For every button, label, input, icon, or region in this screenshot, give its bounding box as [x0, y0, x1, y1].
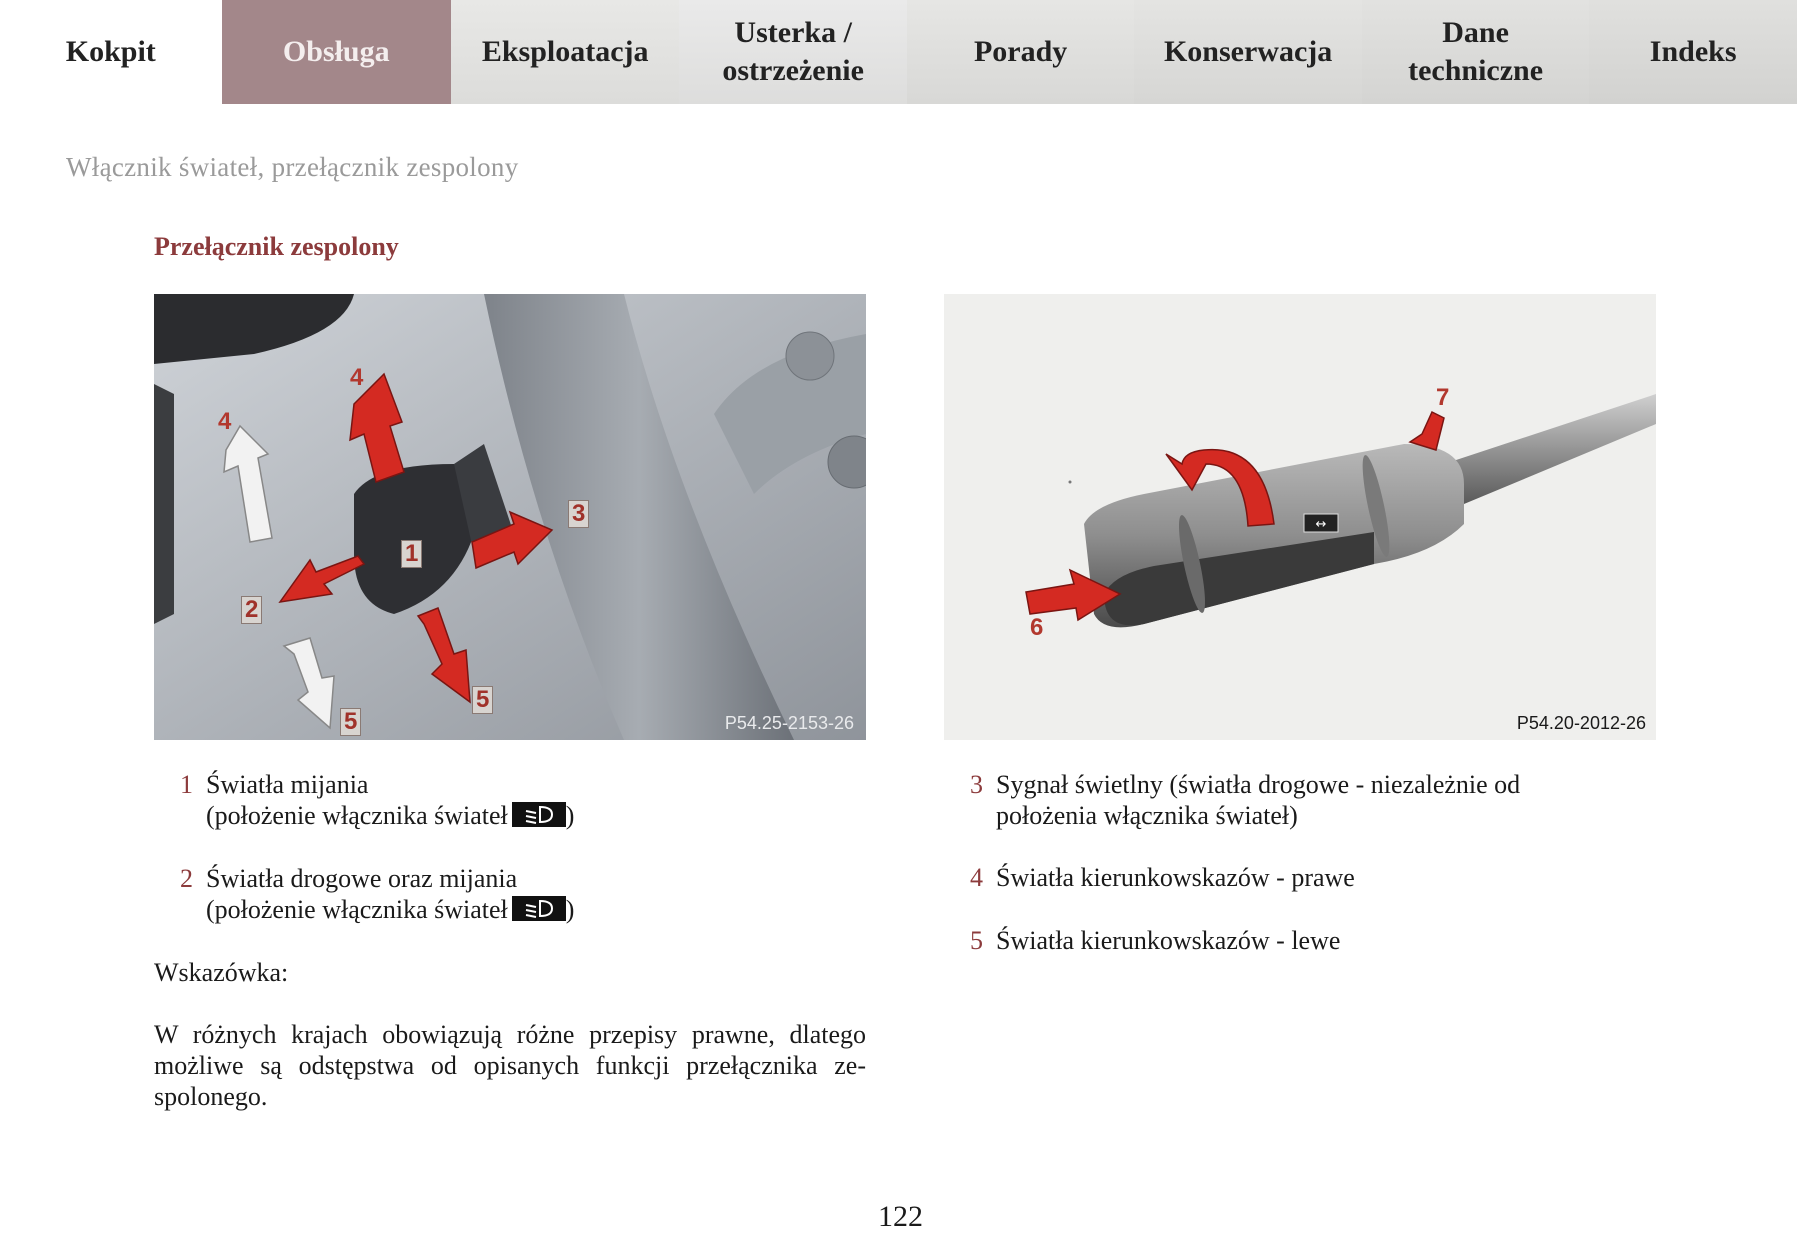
- callout-4-upper: 4: [350, 364, 364, 391]
- item-text: Światła kierunkowskazów - lewe: [996, 926, 1341, 955]
- callout-1: 1: [401, 540, 422, 568]
- list-item: [970, 925, 1660, 956]
- callout-5-left: 5: [340, 708, 361, 736]
- tab-usterka[interactable]: [679, 0, 906, 104]
- item-line2: (położenie włącznika świateł: [206, 801, 508, 830]
- list-item: [970, 862, 1660, 893]
- low-beam-icon: [512, 802, 566, 827]
- callout-4-left: 4: [218, 408, 232, 435]
- item-text: Światła kierunkowskazów - prawe: [996, 863, 1355, 892]
- item-line1: Światła mijania: [206, 770, 369, 799]
- tab-label: Dane techniczne: [1408, 16, 1544, 87]
- tab-label: Kokpit: [65, 35, 156, 68]
- tab-porady[interactable]: [907, 0, 1134, 104]
- tab-indeks[interactable]: [1589, 0, 1797, 104]
- item-line1: Światła drogowe oraz mijania: [206, 864, 518, 893]
- callout-5-right: 5: [472, 686, 493, 714]
- tab-label: Obsługa: [282, 35, 390, 68]
- item-line2-end: ): [565, 895, 575, 924]
- item-number: 1: [180, 770, 193, 799]
- chapter-navigation: [0, 0, 1797, 104]
- tab-label: Konserwacja: [1163, 35, 1333, 68]
- tab-kokpit[interactable]: [0, 0, 222, 104]
- page-number: 122: [878, 1200, 923, 1233]
- lever-tip-illustration: [944, 294, 1656, 740]
- callout-3: 3: [568, 500, 589, 528]
- note-label: Wskazówka:: [154, 958, 289, 987]
- tab-label: Eksploatacja: [481, 35, 649, 68]
- figure-code: P54.25-2153-26: [724, 713, 854, 733]
- item-line2: (położenie włącznika świateł: [206, 895, 508, 924]
- callout-7: 7: [1436, 384, 1450, 411]
- item-text: [206, 769, 574, 831]
- list-item: [180, 769, 870, 831]
- list-item: [180, 863, 870, 925]
- callout-2: 2: [241, 596, 262, 624]
- list-item: [970, 769, 1660, 831]
- svg-text:↔: ↔: [1315, 517, 1327, 532]
- note-text: W różnych krajach obowiązują różne przepisy prawne, dlatego możliwe są odstępstwa od opisanych funkcji przełącznika ze-spolonego.: [154, 1020, 866, 1111]
- callout-6: 6: [1030, 614, 1044, 641]
- tab-eksploatacja[interactable]: [451, 0, 679, 104]
- tab-dane-techniczne[interactable]: [1362, 0, 1589, 104]
- tab-obsluga[interactable]: [222, 0, 451, 104]
- lever-illustration: [154, 294, 866, 740]
- page-heading: Przełącznik zespolony: [154, 232, 399, 261]
- item-line2-end: ): [565, 801, 575, 830]
- item-number: 5: [970, 926, 983, 955]
- item-line2: położenia włącznika świateł): [996, 801, 1298, 830]
- figure-combination-switch-lever: [154, 294, 866, 740]
- figure-lever-tip: [944, 294, 1656, 740]
- item-text: [206, 863, 574, 925]
- item-number: 2: [180, 864, 193, 893]
- item-text: [996, 769, 1520, 831]
- tab-label: Indeks: [1649, 35, 1737, 68]
- low-beam-icon: [512, 896, 566, 921]
- item-number: 4: [970, 863, 983, 892]
- tab-label: Usterka / ostrzeżenie: [722, 16, 864, 87]
- section-title: Włącznik świateł, przełącznik zespolony: [66, 152, 519, 182]
- item-number: 3: [970, 770, 983, 799]
- tab-konserwacja[interactable]: [1134, 0, 1361, 104]
- tab-label: Porady: [973, 35, 1068, 68]
- item-line1: Sygnał świetlny (światła drogowe - niezależnie od: [996, 770, 1521, 799]
- figure-code: P54.20-2012-26: [1516, 713, 1646, 733]
